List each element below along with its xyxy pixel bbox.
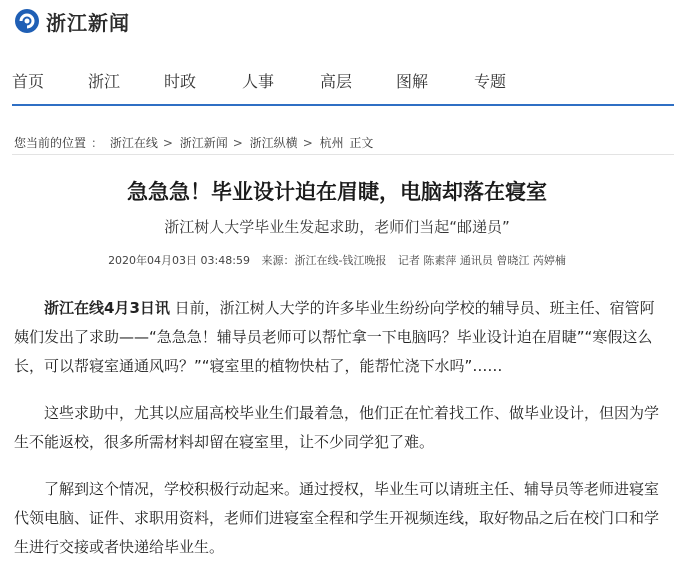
article-source: 来源：浙江在线-钱江晚报 — [261, 254, 387, 267]
logo-text: 浙江新闻 — [46, 10, 130, 35]
article-reporters: 记者 陈素萍 通讯员 曾晓江 芮婷楠 — [397, 254, 566, 267]
nav-item-infographic[interactable]: 图解 — [396, 72, 429, 91]
breadcrumb-current: 正文 — [349, 136, 374, 150]
nav-item-politics[interactable]: 时政 — [164, 72, 197, 91]
breadcrumb: 您当前的位置 ： 浙江在线 > 浙江新闻 > 浙江纵横 > 杭州 正文 — [14, 136, 374, 150]
main-nav — [12, 62, 672, 102]
article-body — [14, 294, 666, 580]
nav-item-special[interactable]: 专题 — [474, 72, 507, 91]
article-lead: 浙江在线4月3日讯 — [44, 299, 170, 317]
nav-item-leadership[interactable]: 高层 — [320, 72, 353, 91]
article-meta — [0, 252, 674, 268]
breadcrumb-prefix: 您当前的位置 — [14, 136, 87, 150]
breadcrumb-divider — [12, 154, 674, 155]
breadcrumb-item[interactable]: 浙江纵横 — [249, 136, 298, 150]
article-paragraph: 了解到这个情况，学校积极行动起来。通过授权，毕业生可以请班主任、辅导员等老师进寝室代领电脑、证件、求职用资料，老师们进寝室全程和学生开视频连线，取好物品之后在校门口和学生进行交接或者快递给毕业生。 — [14, 480, 660, 556]
article-paragraph: 这些求助中，尤其以应届高校毕业生们最着急，他们正在忙着找工作、做毕业设计，但因为学生不能返校，很多所需材料却留在寝室里，让不少同学犯了难。 — [14, 404, 660, 451]
article-subtitle: 浙江树人大学毕业生发起求助，老师们当起“邮递员” — [164, 218, 510, 236]
breadcrumb-item[interactable]: 浙江新闻 — [179, 136, 228, 150]
site-logo[interactable] — [14, 6, 130, 36]
nav-item-personnel[interactable]: 人事 — [242, 72, 275, 91]
article-paragraph — [14, 294, 666, 381]
paragraph-text: 日前，浙江树人大学的许多毕业生纷纷向学校的辅导员、班主任、宿管阿姨们发出了求助——“急急急！辅导员老师可以帮忙拿一下电脑吗？毕业设计迫在眉睫”“寒假这么长，可以帮寝室通通风吗？”“寝室里的植物快枯了，能帮忙浇下水吗”…… — [14, 299, 655, 375]
logo-swirl-icon — [14, 8, 40, 34]
nav-divider — [12, 104, 674, 106]
nav-item-zhejiang[interactable]: 浙江 — [88, 72, 121, 91]
nav-item-home[interactable]: 首页 — [12, 72, 45, 91]
article-title: 急急急！毕业设计迫在眉睫，电脑却落在寝室 — [127, 180, 547, 204]
breadcrumb-item[interactable]: 浙江在线 — [109, 136, 158, 150]
article-date: 2020年04月03日 03:48:59 — [108, 254, 250, 267]
breadcrumb-item[interactable]: 杭州 — [319, 136, 344, 150]
